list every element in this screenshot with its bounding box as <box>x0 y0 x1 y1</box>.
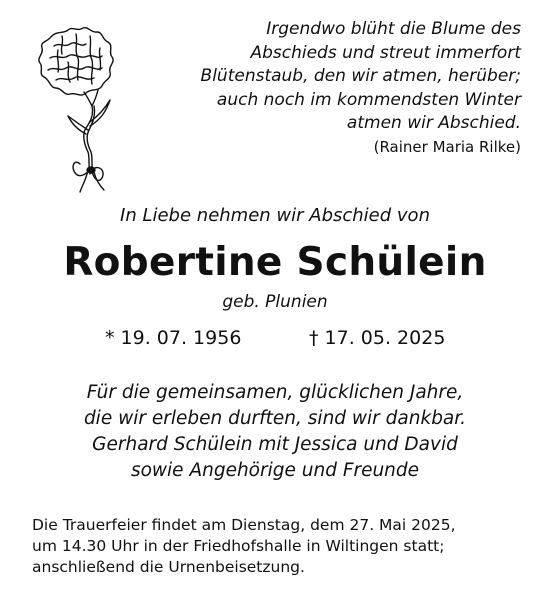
intro-text: In Liebe nehmen wir Abschied von <box>120 205 430 226</box>
death-date: † 17. 05. 2025 <box>309 327 446 349</box>
poem-line: auch noch im kommendsten Winter <box>216 89 521 110</box>
carnation-drawing-icon <box>28 24 128 194</box>
birth-date: * 19. 07. 1956 <box>105 327 242 349</box>
poem-line: Blütenstaub, den wir atmen, herüber; <box>200 66 521 86</box>
poem-line: atmen wir Abschied. <box>346 113 521 133</box>
funeral-info-line: anschließend die Urnenbeisetzung. <box>32 558 305 576</box>
dedication-line: Für die gemeinsamen, glücklichen Jahre, <box>86 382 464 403</box>
funeral-info-line: Die Trauerfeier findet am Dienstag, dem 27. Mai 2025, <box>32 516 456 534</box>
dedication-line: die wir erleben durften, sind wir dankbar. <box>83 408 467 429</box>
funeral-info-line: um 14.30 Uhr in der Friedhofshalle in Wiltingen statt; <box>32 537 445 555</box>
poem-line: Irgendwo blüht die Blume des <box>266 19 521 39</box>
dedication-line: Gerhard Schülein mit Jessica und David <box>92 434 458 455</box>
maiden-name: geb. Plunien <box>222 292 328 312</box>
dedication-line: sowie Angehörige und Freunde <box>130 460 420 481</box>
poem-author: (Rainer Maria Rilke) <box>373 138 521 156</box>
poem-line: Abschieds und streut immerfort <box>250 42 521 63</box>
deceased-name: Robertine Schülein <box>63 240 487 285</box>
funeral-info <box>32 515 532 578</box>
poem <box>181 18 521 136</box>
dedication <box>0 380 550 484</box>
